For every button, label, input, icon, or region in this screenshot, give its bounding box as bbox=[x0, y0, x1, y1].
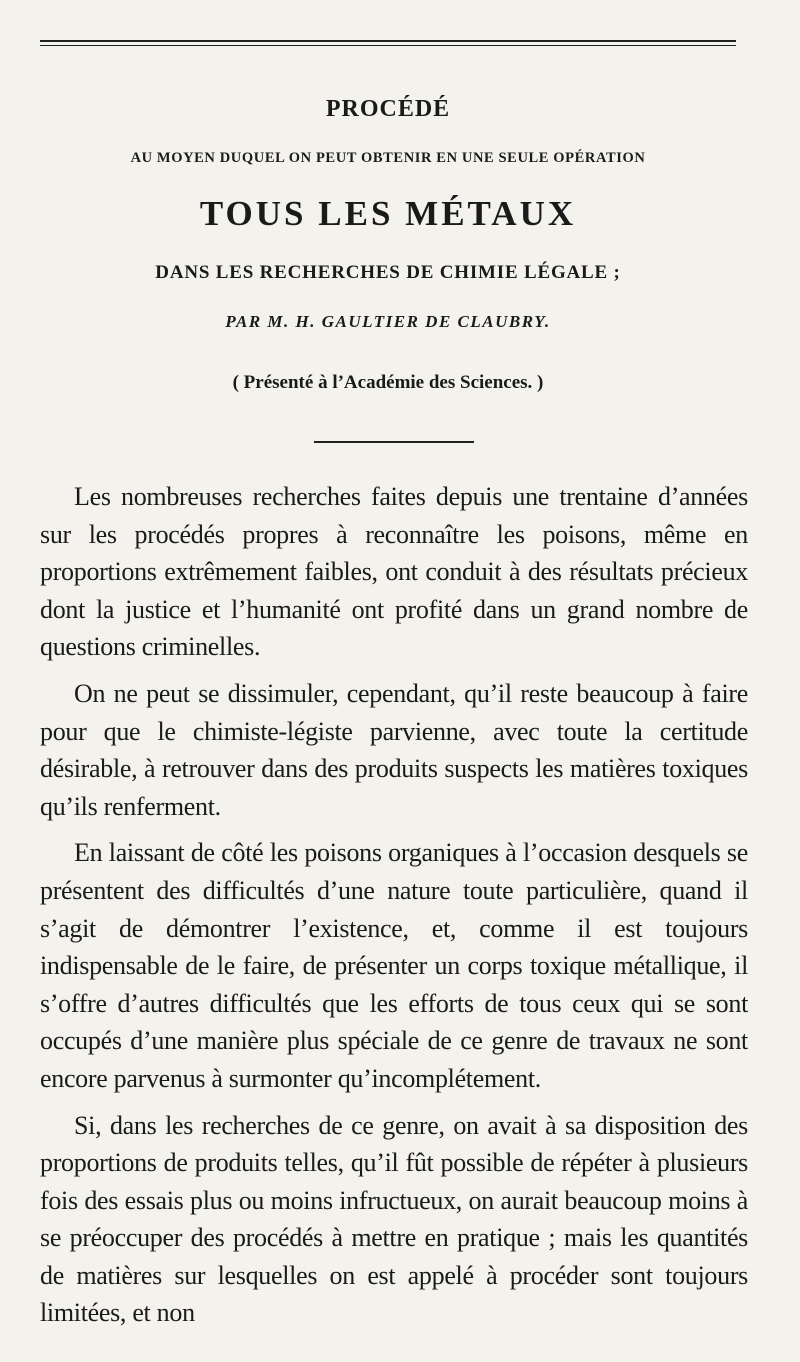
presentation-note: ( Présenté à l’Académie des Sciences. ) bbox=[232, 372, 544, 393]
author-line: PAR M. H. GAULTIER DE CLAUBRY. bbox=[225, 312, 551, 331]
paragraph: Les nombreuses recherches faites depuis une trentaine d’années sur les procédés propres à reconnaître les poisons, même en proportions extrêmement faibles, ont conduit à des résultats précieux dont la justice et l’humanité ont profité dans un grand nombre de questions criminelles. bbox=[40, 482, 748, 662]
section-divider bbox=[314, 441, 474, 443]
secondary-subtitle: DANS LES RECHERCHES DE CHIMIE LÉGALE ; bbox=[155, 262, 621, 283]
paragraph: On ne peut se dissimuler, cependant, qu’il reste beaucoup à faire pour que le chimiste-légiste parvienne, avec toute la certitude désirable, à retrouver dans des produits suspects les matières toxiques qu’ils renferment. bbox=[40, 678, 748, 821]
procedure-subtitle: AU MOYEN DUQUEL ON PEUT OBTENIR EN UNE SEULE OPÉRATION bbox=[130, 150, 646, 166]
top-rule bbox=[40, 40, 736, 46]
paragraph: En laissant de côté les poisons organiques à l’occasion desquels se présentent des difficultés d’une nature toute particulière, quand il s’agit de démontrer l’existence, et, comme il est toujours indispensable de le faire, de présenter un corps toxique métallique, il s’offre d’autres difficultés que les efforts de tous ceux qui se sont occupés d’une manière plus spéciale de ce genre de travaux ne sont encore parvenus à surmonter qu’incomplétement. bbox=[40, 838, 748, 1093]
article-body bbox=[40, 478, 748, 1341]
procedure-title: PROCÉDÉ bbox=[325, 96, 451, 122]
paragraph: Si, dans les recherches de ce genre, on avait à sa disposition des proportions de produits telles, qu’il fût possible de répéter à plusieurs fois des essais plus ou moins infructueux, on aurait beaucoup moins à se préoccuper des procédés à mettre en pratique ; mais les quantités de matières sur lesquelles on est appelé à procéder sont toujours limitées, et non bbox=[40, 1110, 748, 1328]
main-title: TOUS LES MÉTAUX bbox=[199, 194, 577, 233]
